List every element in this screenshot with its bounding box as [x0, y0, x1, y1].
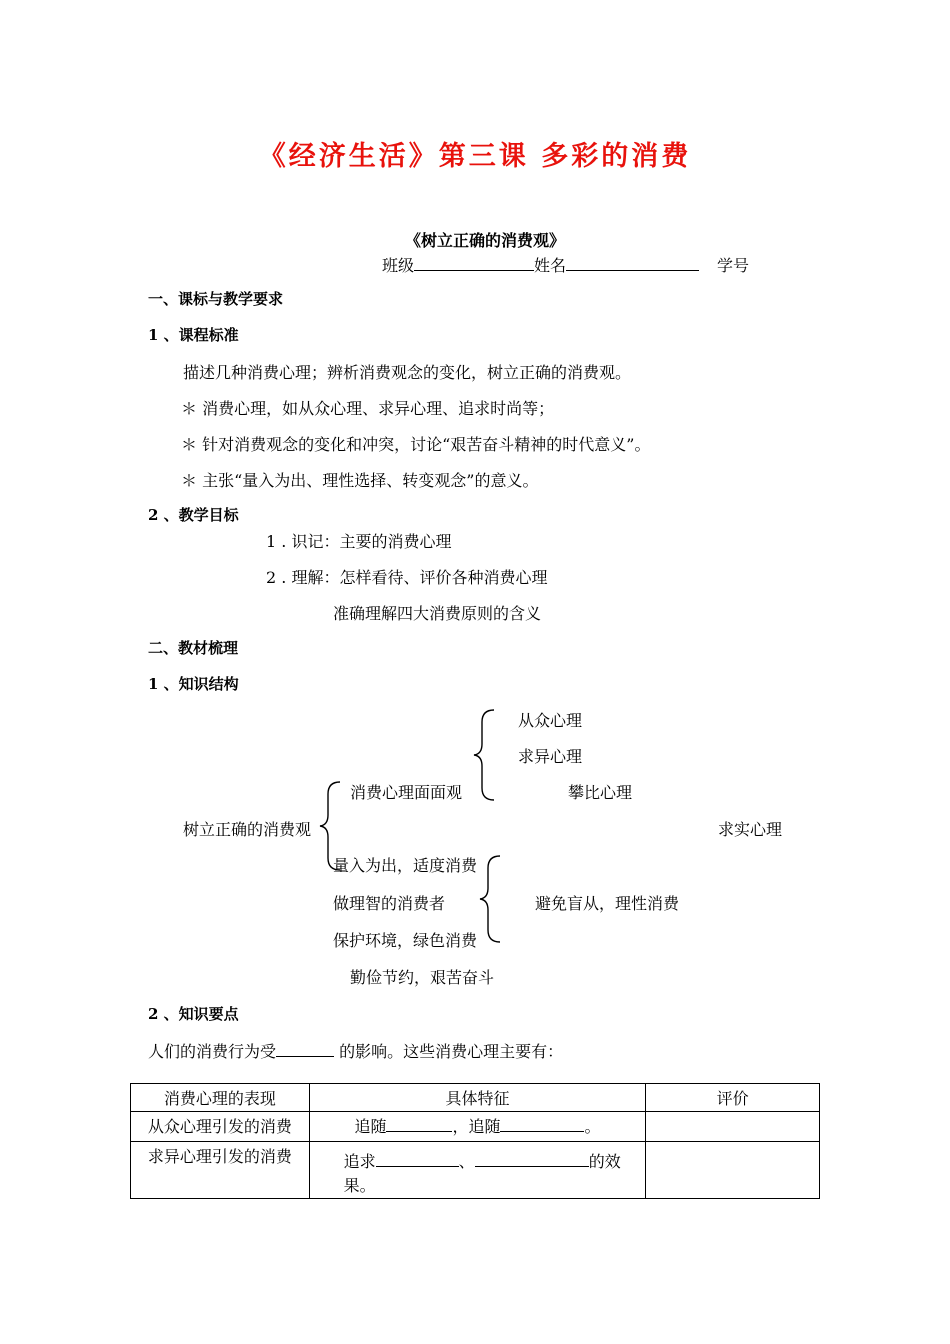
row-label: 求异心理引发的消费 — [131, 1142, 310, 1199]
feature-cell — [309, 1142, 646, 1199]
course-standard-heading: 1 、课程标准 — [148, 326, 239, 344]
lesson-subtitle: 《树立正确的消费观》 — [404, 231, 565, 250]
answer-blank[interactable] — [376, 1150, 459, 1167]
standard-bullet-2: ＊ 针对消费观念的变化和冲突，讨论“艰苦奋斗精神的时代意义”。 — [181, 435, 651, 454]
feature-text: 追求 — [343, 1152, 376, 1171]
answer-blank[interactable] — [386, 1115, 452, 1132]
student-id-label: 学号 — [717, 256, 750, 275]
standard-bullet-1: ＊ 消费心理，如从众心理、求异心理、追求时尚等； — [181, 399, 555, 418]
table-row — [131, 1112, 820, 1142]
goal-1: 1 . 识记：主要的消费心理 — [266, 532, 452, 551]
feature-text: 追随 — [354, 1117, 387, 1136]
knowledge-structure-heading: 1 、知识结构 — [148, 675, 239, 693]
table-header: 评价 — [646, 1084, 820, 1112]
goal-3: 准确理解四大消费原则的含义 — [333, 604, 542, 623]
comparison-psychology: 攀比心理 — [568, 783, 633, 802]
lead-text-after: 的影响。这些消费心理主要有： — [334, 1042, 564, 1061]
student-info-line — [382, 253, 749, 276]
answer-blank[interactable] — [475, 1150, 589, 1167]
answer-blank[interactable] — [500, 1115, 584, 1132]
knowledge-points-lead — [148, 1039, 563, 1062]
standard-bullet-3: ＊ 主张“量入为出、理性选择、转变观念”的意义。 — [181, 471, 539, 490]
page-title: 《经济生活》第三课 多彩的消费 — [258, 141, 692, 172]
evaluation-cell[interactable] — [646, 1142, 820, 1199]
section1-heading: 一、课标与教学要求 — [148, 290, 284, 308]
row-label: 从众心理引发的消费 — [131, 1112, 310, 1142]
feature-text: 。 — [584, 1117, 601, 1136]
psychology-branch-label: 消费心理面面观 — [350, 783, 463, 802]
table-header-row — [131, 1084, 820, 1112]
principle-3: 保护环境，绿色消费 — [333, 931, 478, 950]
psychology-brace-icon — [470, 708, 500, 803]
section2-heading: 二、教材梳理 — [148, 639, 239, 657]
principle-note: 避免盲从，理性消费 — [535, 894, 680, 913]
feature-text: 、 — [458, 1152, 475, 1171]
course-standard-description: 描述几种消费心理；辨析消费观念的变化，树立正确的消费观。 — [183, 363, 632, 382]
consumer-psychology-table — [130, 1083, 820, 1199]
lead-text-before: 人们的消费行为受 — [148, 1042, 277, 1061]
conformity-psychology: 从众心理 — [518, 711, 583, 730]
teaching-goals-heading: 2 、教学目标 — [148, 506, 239, 524]
class-label: 班级 — [382, 256, 415, 275]
table-header: 具体特征 — [309, 1084, 646, 1112]
class-blank[interactable] — [414, 254, 534, 271]
table-row — [131, 1142, 820, 1199]
name-label: 姓名 — [534, 256, 567, 275]
principle-2: 做理智的消费者 — [333, 894, 446, 913]
feature-text: ，追随 — [452, 1117, 501, 1136]
name-blank[interactable] — [566, 254, 699, 271]
table-header: 消费心理的表现 — [131, 1084, 310, 1112]
influence-blank[interactable] — [276, 1040, 334, 1057]
knowledge-points-heading: 2 、知识要点 — [148, 1005, 239, 1023]
practical-psychology: 求实心理 — [718, 820, 783, 839]
principles-brace-icon — [476, 854, 506, 944]
feature-cell — [309, 1112, 646, 1142]
principle-4: 勤俭节约，艰苦奋斗 — [350, 968, 495, 987]
feature-text: 的效果。 — [343, 1152, 621, 1195]
diagram-root: 树立正确的消费观 — [183, 820, 312, 839]
difference-psychology: 求异心理 — [518, 747, 583, 766]
evaluation-cell[interactable] — [646, 1112, 820, 1142]
goal-2: 2 . 理解：怎样看待、评价各种消费心理 — [266, 568, 548, 587]
principle-1: 量入为出，适度消费 — [333, 856, 478, 875]
